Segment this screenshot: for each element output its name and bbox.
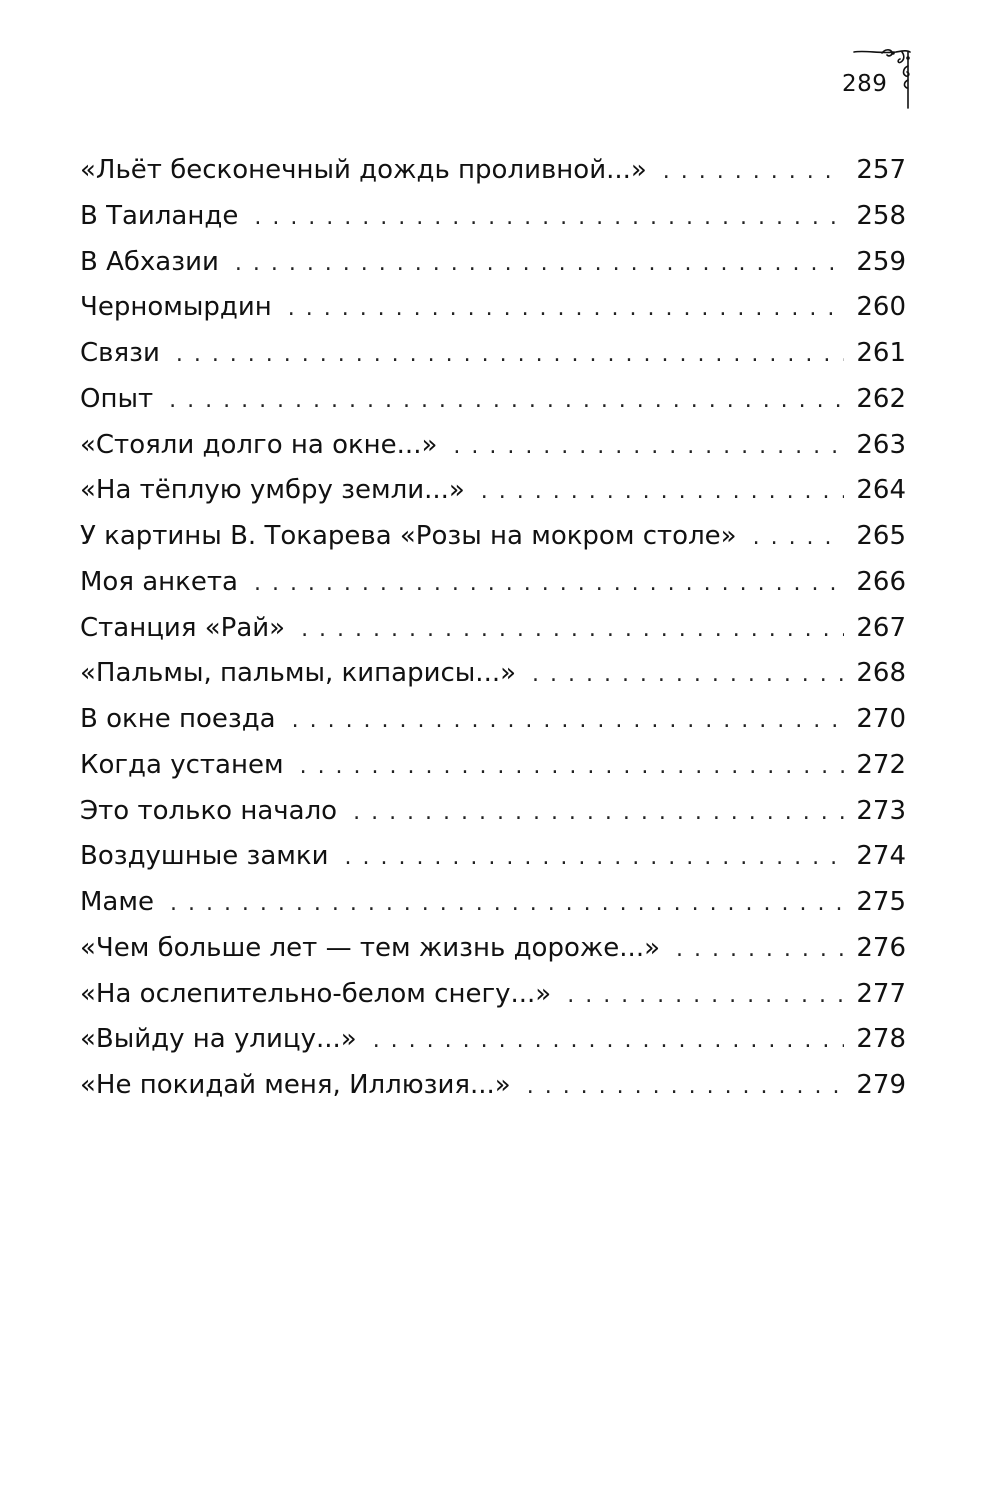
toc-entry-page: 279	[856, 1070, 906, 1100]
dot-leader	[301, 607, 844, 652]
toc-entry-page: 261	[856, 338, 906, 368]
dot-leader	[532, 652, 844, 697]
toc-entry-title: Связи	[80, 338, 160, 368]
dot-leader	[254, 561, 844, 606]
toc-entry-page: 268	[856, 658, 906, 689]
dot-leader	[373, 1018, 845, 1063]
toc-entry	[80, 240, 906, 286]
toc-entry-title: Когда устанем	[80, 749, 284, 780]
dot-leader	[292, 698, 845, 743]
toc-entry-page: 260	[856, 292, 906, 323]
dot-leader	[170, 881, 844, 926]
toc-entry-title: «Льёт бесконечный дождь проливной...»	[80, 155, 647, 185]
toc-entry	[80, 789, 906, 835]
toc-entry-page: 278	[856, 1024, 906, 1055]
page-number: 289	[842, 71, 888, 97]
toc-entry-page: 270	[856, 704, 906, 734]
dot-leader	[169, 378, 844, 423]
dot-leader	[527, 1064, 845, 1109]
table-of-contents	[80, 148, 906, 1109]
toc-entry-title: В Абхазии	[80, 246, 219, 277]
toc-entry-title: «На тёплую умбру земли...»	[80, 475, 465, 506]
toc-entry	[80, 1063, 906, 1109]
toc-entry	[80, 331, 906, 377]
dot-leader	[235, 241, 844, 286]
toc-entry-title: Черномырдин	[80, 292, 272, 323]
dot-leader	[254, 195, 844, 240]
toc-entry-page: 265	[856, 521, 906, 551]
toc-entry-title: В окне поезда	[80, 704, 276, 734]
toc-entry-title: Маме	[80, 887, 154, 917]
toc-entry	[80, 1017, 906, 1063]
toc-entry	[80, 514, 906, 560]
toc-entry-title: Это только начало	[80, 795, 338, 826]
dot-leader	[353, 790, 844, 835]
dot-leader	[663, 149, 845, 194]
toc-entry	[80, 560, 906, 606]
toc-entry	[80, 606, 906, 652]
toc-entry-title: «Не покидай меня, Иллюзия...»	[80, 1070, 511, 1100]
toc-entry-title: «На ослепительно-белом снегу...»	[80, 978, 552, 1009]
dot-leader	[676, 927, 844, 972]
toc-entry	[80, 377, 906, 423]
toc-entry-title: «Пальмы, пальмы, кипарисы...»	[80, 658, 517, 689]
toc-entry-page: 263	[856, 429, 906, 460]
toc-entry-page: 264	[856, 475, 906, 506]
toc-entry	[80, 972, 906, 1018]
toc-entry-page: 275	[856, 887, 906, 917]
toc-entry-title: Моя анкета	[80, 566, 238, 597]
toc-entry-title: «Стояли долго на окне...»	[80, 429, 438, 460]
toc-entry-title: В Таиланде	[80, 200, 239, 231]
toc-entry-title: «Чем больше лет — тем жизнь дороже...»	[80, 932, 660, 963]
toc-entry-page: 272	[856, 749, 906, 780]
toc-entry	[80, 926, 906, 972]
toc-entry	[80, 834, 906, 880]
toc-entry-page: 259	[856, 246, 906, 277]
toc-entry	[80, 743, 906, 789]
toc-entry-title: Станция «Рай»	[80, 612, 286, 643]
toc-entry	[80, 468, 906, 514]
toc-entry-title: Опыт	[80, 383, 154, 414]
toc-entry-page: 257	[856, 155, 906, 185]
dot-leader	[567, 973, 844, 1018]
toc-entry-page: 274	[856, 841, 906, 872]
toc-entry-title: «Выйду на улицу...»	[80, 1024, 357, 1055]
toc-entry-page: 267	[856, 612, 906, 643]
toc-entry	[80, 651, 906, 697]
toc-entry-title: Воздушные замки	[80, 841, 329, 872]
toc-entry	[80, 194, 906, 240]
toc-entry-page: 262	[856, 383, 906, 414]
dot-leader	[176, 332, 845, 377]
toc-entry-page: 266	[856, 566, 906, 597]
dot-leader	[481, 469, 845, 514]
toc-entry-page: 258	[856, 200, 906, 231]
dot-leader	[300, 744, 845, 789]
dot-leader	[345, 835, 845, 880]
dot-leader	[288, 286, 845, 331]
toc-entry	[80, 880, 906, 926]
toc-entry-page: 276	[856, 932, 906, 963]
dot-leader	[453, 424, 844, 469]
toc-entry	[80, 148, 906, 194]
toc-entry-title: У картины В. Токарева «Розы на мокром столе»	[80, 521, 737, 551]
toc-entry-page: 273	[856, 795, 906, 826]
toc-entry	[80, 697, 906, 743]
toc-entry-page: 277	[856, 978, 906, 1009]
dot-leader	[753, 515, 845, 560]
toc-entry	[80, 423, 906, 469]
toc-entry	[80, 285, 906, 331]
